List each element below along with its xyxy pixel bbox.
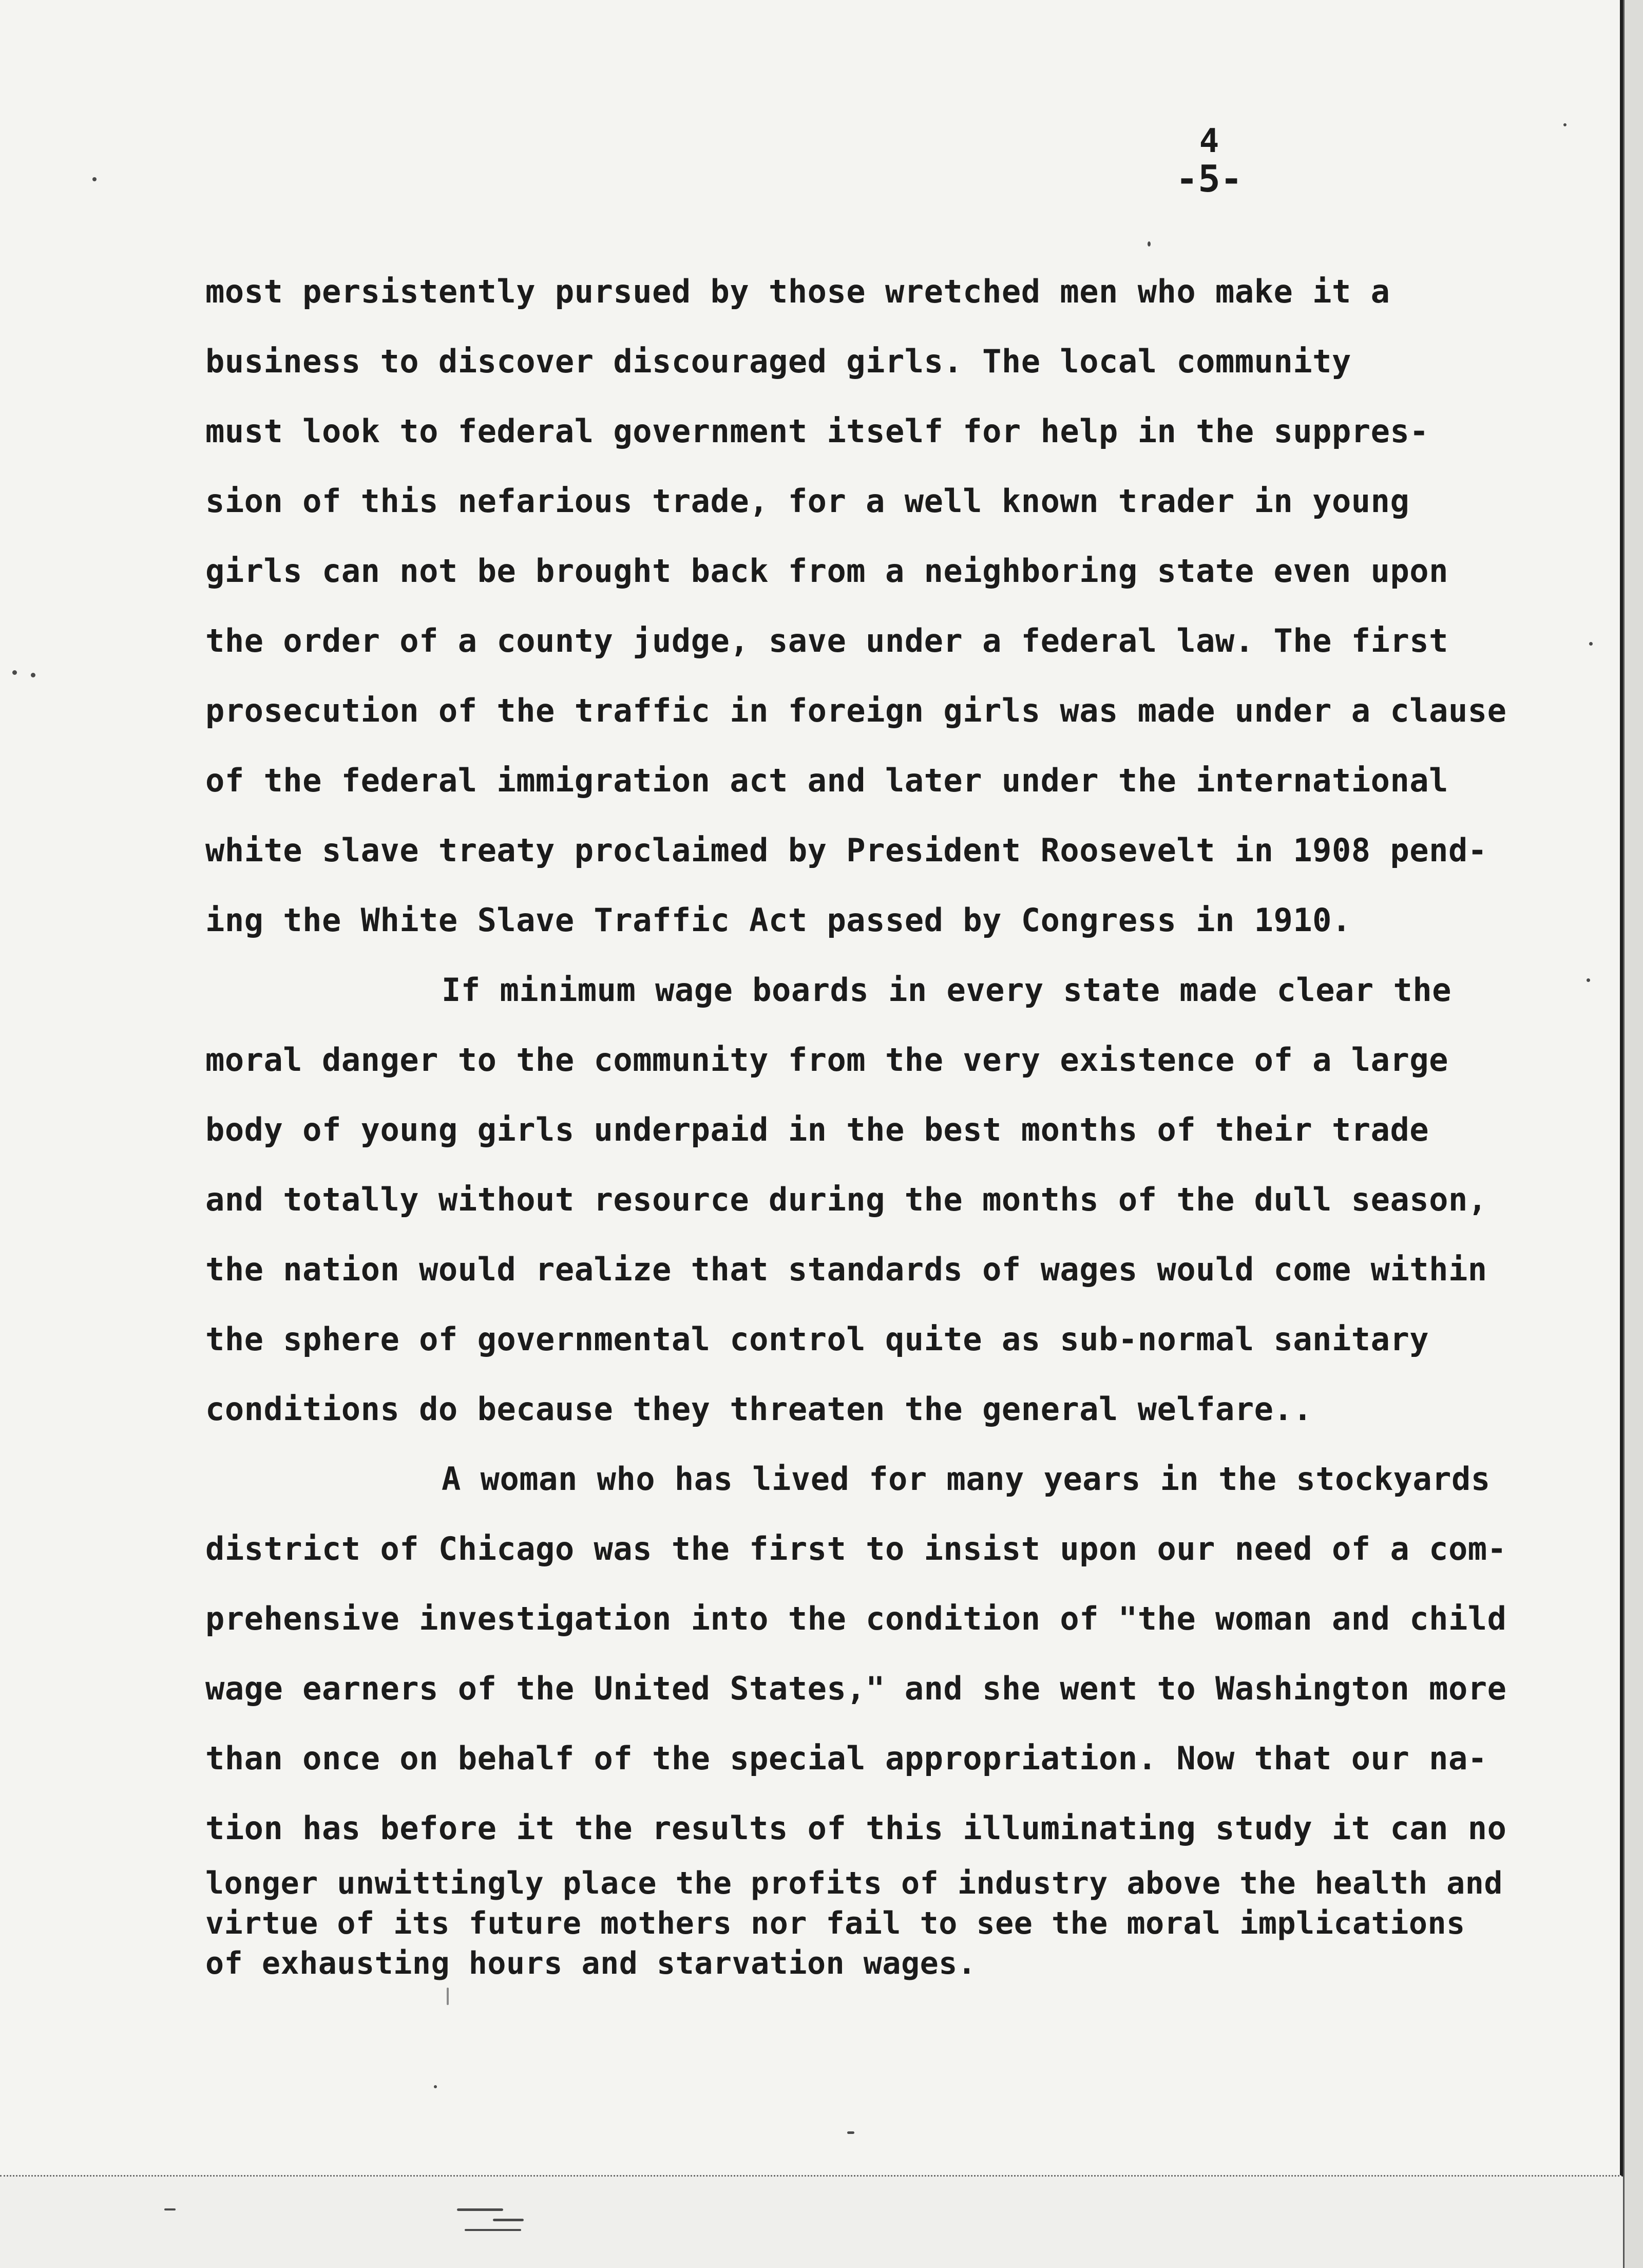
text-line: prehensive investigation into the condition of "the woman and child <box>205 1600 1507 1637</box>
text-line: business to discover discouraged girls. The local community <box>205 343 1351 380</box>
scan-speck <box>1589 642 1593 646</box>
text-line: district of Chicago was the first to insist upon our need of a com- <box>205 1530 1507 1567</box>
text-line: the nation would realize that standards of wages would come within <box>205 1251 1487 1288</box>
text-line: conditions do because they threaten the general welfare.. <box>205 1390 1313 1428</box>
text-line: most persistently pursued by those wretched men who make it a <box>205 273 1390 310</box>
scan-speck <box>31 673 35 677</box>
scan-speck <box>465 2229 521 2231</box>
scan-speck <box>847 2131 854 2134</box>
text-line: wage earners of the United States," and she went to Washington more <box>205 1670 1507 1707</box>
scan-speck <box>1587 978 1590 982</box>
scan-speck <box>1148 241 1151 247</box>
scan-speck <box>434 2085 437 2088</box>
text-line: and totally without resource during the months of the dull season, <box>205 1181 1487 1218</box>
page-number <box>1150 123 1268 198</box>
text-line: sion of this nefarious trade, for a well known trader in young <box>205 482 1410 520</box>
scan-speck <box>493 2219 524 2221</box>
text-line: the order of a county judge, save under a federal law. The first <box>205 622 1448 659</box>
body-text <box>205 257 1551 1983</box>
page-number-typed: -5- <box>1175 157 1243 200</box>
text-line: A woman who has lived for many years in the stockyards <box>442 1460 1491 1498</box>
text-line: body of young girls underpaid in the best months of their trade <box>205 1111 1429 1148</box>
text-line: of the federal immigration act and later under the international <box>205 762 1448 799</box>
text-line: white slave treaty proclaimed by President Roosevelt in 1908 pend- <box>205 831 1487 869</box>
scan-speck <box>12 670 17 675</box>
page-number-correction: 4 <box>1199 122 1219 160</box>
text-line: girls can not be brought back from a neighboring state even upon <box>205 552 1448 590</box>
text-line: than once on behalf of the special appropriation. Now that our na- <box>205 1740 1487 1777</box>
text-line: longer unwittingly place the profits of industry above the health and <box>205 1865 1503 1901</box>
scan-speck <box>164 2208 176 2210</box>
text-line: virtue of its future mothers nor fail to see the moral implications <box>205 1905 1465 1941</box>
scan-speck <box>447 1988 449 2005</box>
text-line: must look to federal government itself for help in the suppres- <box>205 412 1429 450</box>
scan-speck <box>457 2208 503 2211</box>
text-line: of exhausting hours and starvation wages. <box>205 1945 977 1981</box>
text-line: the sphere of governmental control quite as sub-normal sanitary <box>205 1320 1429 1358</box>
text-line: ing the White Slave Traffic Act passed by Congress in 1910. <box>205 901 1351 939</box>
text-line: tion has before it the results of this illuminating study it can no <box>205 1809 1507 1847</box>
text-line: moral danger to the community from the very existence of a large <box>205 1041 1448 1079</box>
scan-speck <box>1563 123 1566 126</box>
scan-speck <box>92 177 97 181</box>
text-line: If minimum wage boards in every state made clear the <box>442 971 1452 1009</box>
page-edge-shadow <box>1623 0 1643 2268</box>
text-line: prosecution of the traffic in foreign girls was made under a clause <box>205 692 1507 729</box>
